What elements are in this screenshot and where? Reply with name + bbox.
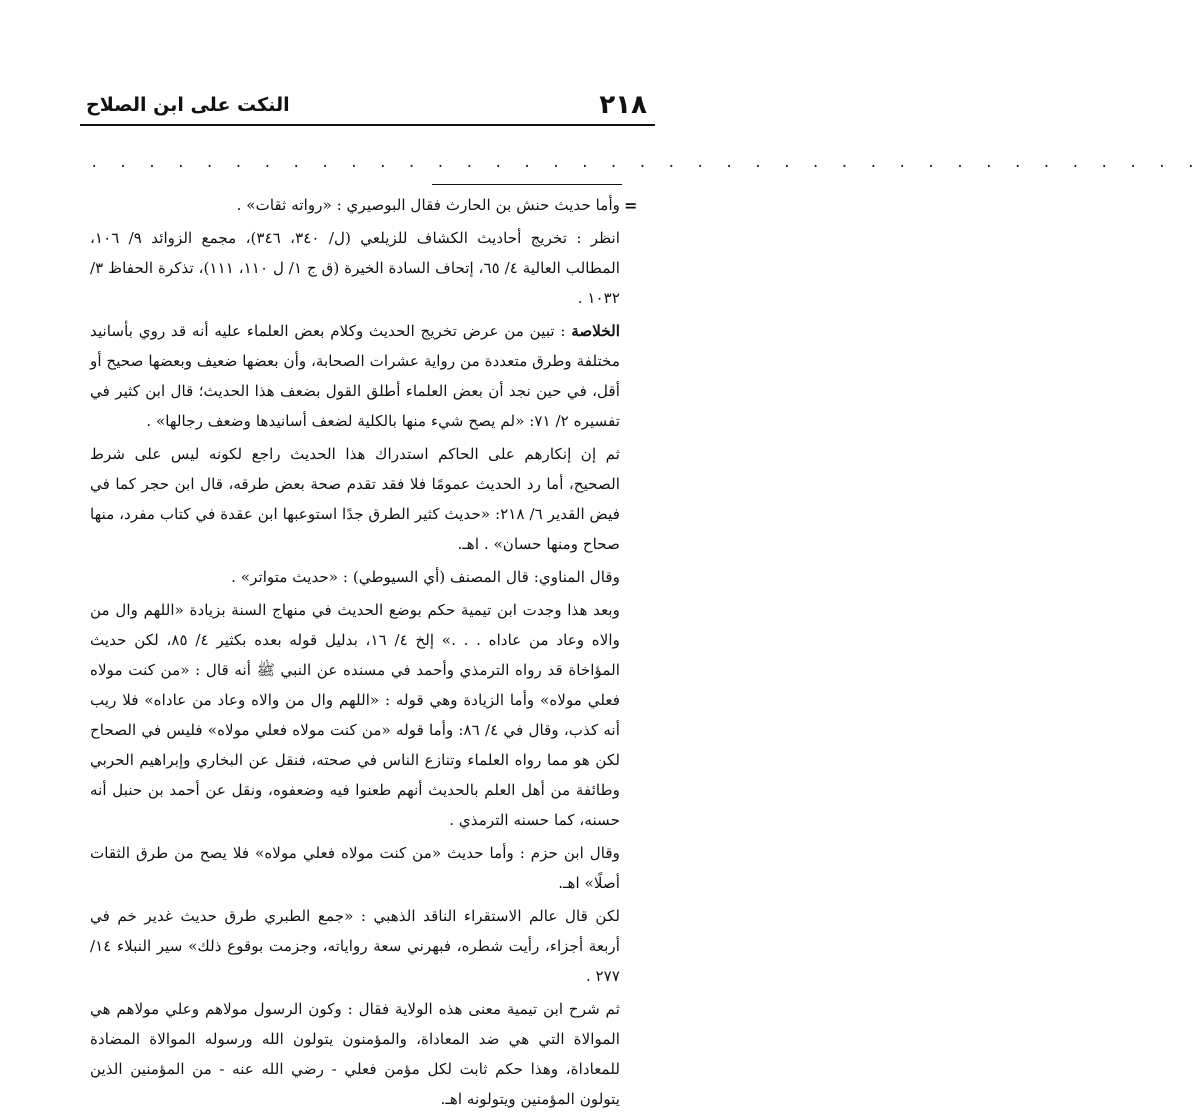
paragraph-text: وأما حديث حنش بن الحارث فقال البوصيري : «رواته ثقات» . bbox=[236, 196, 620, 214]
paragraph-text: وقال المناوي: قال المصنف (أي السيوطي) : «حديث متواتر» . bbox=[231, 568, 620, 586]
paragraph-text: : تبين من عرض تخريج الحديث وكلام بعض العلماء عليه أنه قد روي بأسانيد مختلفة وطرق متعددة من رواية عشرات الصحابة، وأن بعضها ضعيف وبعضها صحيح أو أقل، في حين نجد أن بعض العلماء أطلق القول بضعف هذا الحديث؛ قال ابن كثير في تفسيره ٢/ ٧١: «لم يصح شيء منها بالكلية لضعف أسانيدها وضعف رجالها» . bbox=[90, 322, 620, 430]
page-header bbox=[80, 88, 655, 126]
paragraph-text: انظر : تخريج أحاديث الكشاف للزيلعي (ل/ ٣٤٠، ٣٤٦)، مجمع الزوائد ٩/ ١٠٦، المطالب العالية ٤/ ٦٥، إتحاف السادة الخيرة (ق ج ١/ ل ١١٠، ١١١)، تذكرة الحفاظ ٣/ ١٠٣٢ . bbox=[90, 229, 621, 307]
footnote-body bbox=[90, 190, 620, 1117]
paragraph bbox=[90, 595, 620, 835]
continuation-mark: = bbox=[624, 196, 638, 215]
paragraph-text: وبعد هذا وجدت ابن تيمية حكم بوضع الحديث في منهاج السنة بزيادة «اللهم وال من والاه وعاد من عاداه . . .» إلخ ٤/ ١٦، بدليل قوله بعده بكثير ٤/ ٨٥، لكن حديث المؤاخاة قد رواه الترمذي وأحمد في مسنده عن النبي ﷺ أنه قال : «من كنت مولاه فعلي مولاه» وأما الزيادة وهي قوله : «اللهم وال من والاه وعاد من عاداه» فلا ريب أنه كذب، وقال في ٤/ ٨٦: وأما قوله «من كنت مولاه فعلي مولاه» فليس في الصحاح لكن هو مما رواه العلماء وتنازع الناس في صحته، فنقل عن البخاري وإبراهيم الحربي وطائفة من أهل العلم بالحديث أنهم طعنوا فيه وضعفوه، ونقل عن أحمد بن حنبل أنه حسنه، كما حسنه الترمذي . bbox=[90, 601, 620, 829]
page-number: ٢١٨ bbox=[599, 90, 647, 120]
running-title: النكت على ابن الصلاح bbox=[86, 94, 290, 116]
paragraph-text: وقال ابن حزم : وأما حديث «من كنت مولاه فعلي مولاه» فلا يصح من طرق الثقات أصلًا» اهـ. bbox=[90, 844, 620, 892]
dotted-separator: . . . . . . . . . . . . . . . . . . . . . . . . . . . . . . . . . . . . . . . bbox=[90, 155, 1201, 171]
paragraph-text: لكن قال عالم الاستقراء الناقد الذهبي : «جمع الطبري طرق حديث غدير خم في أربعة أجزاء، رأيت شطره، فبهرني سعة رواياته، وجزمت بوقوع ذلك» سير النبلاء ١٤/ ٢٧٧ . bbox=[90, 907, 620, 985]
paragraph bbox=[90, 901, 620, 991]
paragraph bbox=[90, 316, 620, 436]
paragraph bbox=[90, 190, 620, 220]
paragraph bbox=[90, 439, 620, 559]
paragraph bbox=[90, 994, 620, 1114]
paragraph bbox=[90, 223, 620, 313]
paragraph bbox=[90, 562, 620, 592]
summary-label: الخلاصة bbox=[571, 322, 620, 340]
footnote-rule bbox=[432, 184, 622, 185]
paragraph-text: ثم إن إنكارهم على الحاكم استدراك هذا الحديث راجع لكونه ليس على شرط الصحيح، أما رد الحديث عمومًا فلا فقد تقدم صحة بعض طرقه، قال ابن حجر كما في فيض القدير ٦/ ٢١٨: «حديث كثير الطرق جدًا استوعبها ابن عقدة في كتاب مفرد، منها صحاح ومنها حسان» . اهـ. bbox=[90, 445, 621, 553]
paragraph bbox=[90, 838, 620, 898]
paragraph-text: ثم شرح ابن تيمية معنى هذه الولاية فقال : وكون الرسول مولاهم وعلي مولاهم هي الموالاة التي هي ضد المعاداة، والمؤمنون يتولون الله ورسوله الموالاة المضادة للمعاداة، وهذا حكم ثابت لكل مؤمن فعلي - رضي الله عنه - من المؤمنين الذين يتولون المؤمنين ويتولونه اهـ. bbox=[90, 1000, 620, 1108]
